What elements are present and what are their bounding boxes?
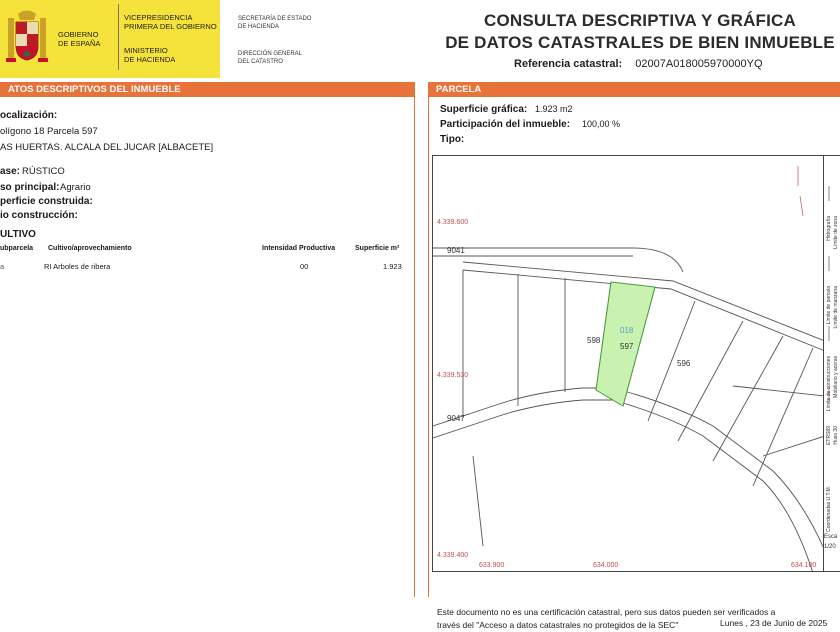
coord-y2: 4.339.530 (437, 372, 469, 379)
location-line2: AS HUERTAS. ALCALA DEL JUCAR [ALBACETE] (0, 142, 214, 153)
location-line1: olígono 18 Parcela 597 (0, 126, 98, 137)
legend-furniture: Mobiliario y aceras (833, 356, 839, 398)
cadastral-reference (514, 58, 763, 70)
parcel-596-label: 596 (677, 359, 691, 368)
location-label: ocalización: (0, 110, 58, 121)
legend-hydro: Hidrografía (826, 216, 832, 241)
legend-utm: Coordenadas U.T.M. (826, 486, 832, 532)
note-line1: Este documento no es una certificación catastral, pero sus datos pueden ser verificados a (437, 607, 776, 617)
col-area: Superficie m² (355, 245, 400, 252)
parcel-018-label: 018 (620, 326, 634, 335)
parcel-598-label: 598 (587, 336, 601, 345)
built-area-label: perficie construida: (0, 196, 93, 207)
note-line2: través del "Acceso a datos catastrales no protegidos de la SEC" (437, 620, 679, 630)
ref-value: 02007A018005970000YQ (635, 58, 763, 70)
secr-line2: DE HACIENDA (238, 23, 280, 30)
ref-label: Referencia catastral: (514, 58, 623, 70)
col-crop: Cultivo/aprovechamiento (48, 245, 132, 252)
crop-heading: ULTIVO (0, 229, 36, 240)
secr-line1: SECRETARÍA DE ESTADO (238, 16, 312, 22)
legend-block: Límite de manzana (833, 286, 839, 329)
coord-x3: 634.100 (791, 562, 817, 569)
coord-x1: 633.900 (479, 562, 505, 569)
gov-line2: DE ESPAÑA (58, 39, 101, 48)
row-crop: RI Arboles de ribera (44, 262, 111, 271)
map-drawing (433, 156, 824, 572)
cadastral-map (432, 155, 824, 572)
row-intensity: 00 (300, 262, 309, 271)
title-line1: CONSULTA DESCRIPTIVA Y GRÁFICA (483, 11, 797, 30)
min-line2: DE HACIENDA (124, 55, 176, 64)
legend-etrs: ETRS89 (826, 426, 832, 445)
min-line1: MINISTERIO (124, 46, 168, 55)
road-9047-label: 9047 (447, 414, 465, 423)
class-label: ase: (0, 166, 21, 177)
map-legend (824, 155, 840, 572)
title-line2: DE DATOS CATASTRALES DE BIEN INMUEBLE (445, 33, 835, 52)
left-section-border (414, 97, 415, 597)
participation-label: Participación del inmueble: (440, 119, 571, 130)
gov-line1: GOBIERNO (58, 30, 99, 39)
coord-y3: 4.339.400 (437, 552, 469, 559)
coord-y1: 4.339.600 (437, 219, 469, 226)
graphic-area-label: Superficie gráfica: (440, 104, 528, 115)
descriptive-data-heading: ATOS DESCRIPTIVOS DEL INMUEBLE (0, 82, 415, 97)
coat-of-arms-icon (4, 8, 50, 66)
scale-value: 1/20 (824, 544, 836, 550)
road-9041-label: 9041 (447, 246, 465, 255)
parcel-heading: PARCELA (428, 82, 840, 97)
legend-construction: Límite de construcciones (826, 356, 832, 412)
coord-x2: 634.000 (593, 562, 619, 569)
row-subparcel: a (0, 262, 5, 271)
col-intensity: Intensidad Productiva (262, 245, 336, 252)
main-use-value: Agrario (60, 182, 91, 193)
legend-huso: Huso 30 (833, 426, 839, 445)
vice-line2: PRIMERA DEL GOBIERNO (124, 22, 217, 31)
right-section-border (428, 97, 429, 597)
parcel-597-label: 597 (620, 342, 634, 351)
type-label: Tipo: (440, 134, 465, 145)
participation-value: 100,00 % (582, 119, 621, 129)
legend-parcel: Límite de parcela (826, 286, 832, 325)
graphic-area-value: 1.923 m2 (535, 104, 573, 114)
scale-label: Esca (824, 534, 838, 540)
legend-zone: Límite de zona (833, 216, 839, 249)
government-header-logo (0, 0, 220, 78)
construction-year-label: io construcción: (0, 210, 78, 221)
dir-line1: DIRECCIÓN GENERAL (238, 51, 303, 57)
col-subparcel: ubparcela (0, 245, 34, 252)
document-title (440, 10, 840, 54)
vice-line1: VICEPRESIDENCIA (124, 13, 193, 22)
dir-line2: DEL CATASTRO (238, 58, 283, 65)
main-use-label: so principal: (0, 182, 60, 193)
document-date: Lunes , 23 de Junio de 2025 (720, 618, 828, 628)
class-value: RÚSTICO (22, 166, 65, 177)
row-area: 1.923 (383, 262, 402, 271)
